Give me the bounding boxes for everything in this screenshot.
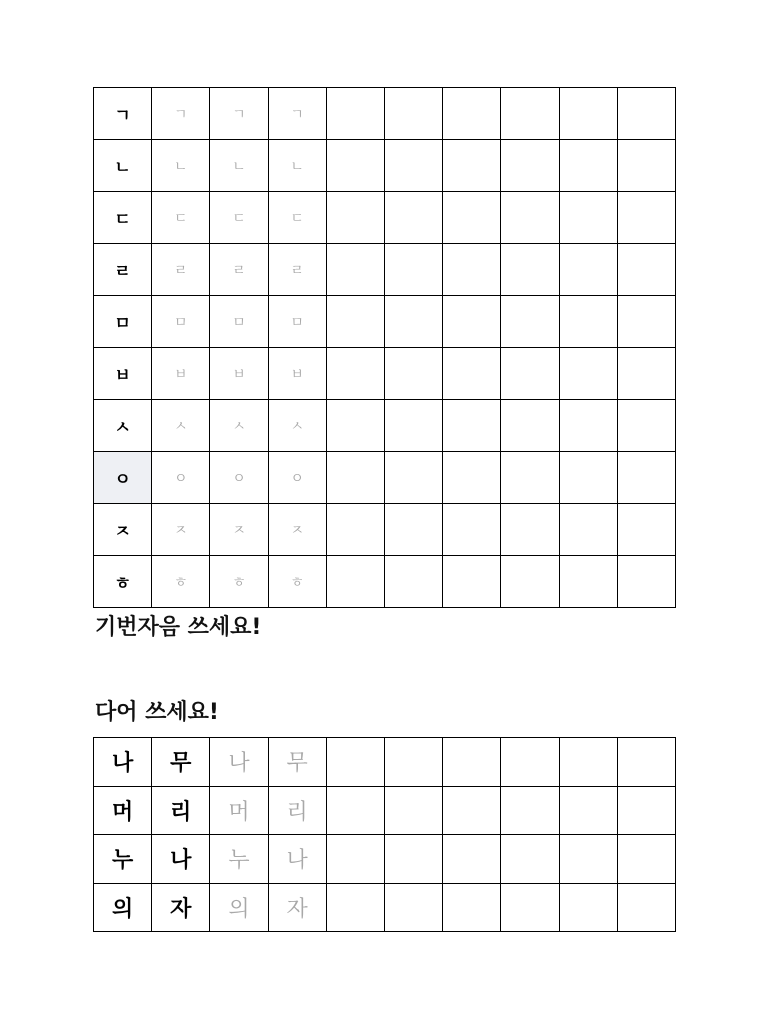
trace-syllable: 나 xyxy=(268,835,326,884)
trace-consonant: ㄷ xyxy=(210,192,268,244)
blank-writing-cell xyxy=(384,504,442,556)
model-consonant: ㅈ xyxy=(94,504,152,556)
blank-writing-cell xyxy=(384,883,442,932)
consonant-practice-grid xyxy=(93,87,676,608)
blank-writing-cell xyxy=(443,835,501,884)
blank-writing-cell xyxy=(559,192,617,244)
trace-consonant: ㅎ xyxy=(210,556,268,608)
blank-writing-cell xyxy=(501,400,559,452)
blank-writing-cell xyxy=(384,835,442,884)
trace-syllable: 누 xyxy=(210,835,268,884)
trace-consonant: ㄱ xyxy=(210,88,268,140)
blank-writing-cell xyxy=(501,835,559,884)
model-syllable: 리 xyxy=(152,786,210,835)
trace-consonant: ㅅ xyxy=(152,400,210,452)
blank-writing-cell xyxy=(443,140,501,192)
blank-writing-cell xyxy=(326,786,384,835)
blank-writing-cell xyxy=(501,452,559,504)
blank-writing-cell xyxy=(384,738,442,787)
blank-writing-cell xyxy=(559,140,617,192)
blank-writing-cell xyxy=(559,452,617,504)
blank-writing-cell xyxy=(559,738,617,787)
blank-writing-cell xyxy=(501,140,559,192)
trace-consonant: ㄹ xyxy=(210,244,268,296)
trace-consonant: ㅁ xyxy=(152,296,210,348)
blank-writing-cell xyxy=(443,504,501,556)
model-syllable: 자 xyxy=(152,883,210,932)
blank-writing-cell xyxy=(559,88,617,140)
blank-writing-cell xyxy=(384,786,442,835)
trace-consonant: ㅂ xyxy=(210,348,268,400)
blank-writing-cell xyxy=(443,883,501,932)
word-instruction: 다어 쓰세요! xyxy=(95,700,219,725)
blank-writing-cell xyxy=(443,556,501,608)
blank-writing-cell xyxy=(326,556,384,608)
blank-writing-cell xyxy=(617,400,675,452)
trace-syllable: 의 xyxy=(210,883,268,932)
trace-consonant: ㅅ xyxy=(210,400,268,452)
blank-writing-cell xyxy=(384,192,442,244)
blank-writing-cell xyxy=(617,556,675,608)
consonant-row xyxy=(94,88,676,140)
trace-syllable: 리 xyxy=(268,786,326,835)
model-consonant: ㄷ xyxy=(94,192,152,244)
blank-writing-cell xyxy=(617,786,675,835)
consonant-row xyxy=(94,140,676,192)
blank-writing-cell xyxy=(617,835,675,884)
blank-writing-cell xyxy=(326,140,384,192)
blank-writing-cell xyxy=(559,883,617,932)
model-consonant: ㅎ xyxy=(94,556,152,608)
model-consonant: ㅁ xyxy=(94,296,152,348)
blank-writing-cell xyxy=(617,738,675,787)
blank-writing-cell xyxy=(443,738,501,787)
trace-consonant: ㄷ xyxy=(268,192,326,244)
blank-writing-cell xyxy=(559,244,617,296)
trace-consonant: ㅈ xyxy=(210,504,268,556)
trace-consonant: ㄱ xyxy=(152,88,210,140)
blank-writing-cell xyxy=(326,400,384,452)
blank-writing-cell xyxy=(384,400,442,452)
trace-consonant: ㅅ xyxy=(268,400,326,452)
word-practice-grid xyxy=(93,737,676,932)
model-syllable: 머 xyxy=(94,786,152,835)
consonant-row xyxy=(94,348,676,400)
blank-writing-cell xyxy=(559,400,617,452)
model-consonant: ㅅ xyxy=(94,400,152,452)
blank-writing-cell xyxy=(384,88,442,140)
blank-writing-cell xyxy=(559,504,617,556)
blank-writing-cell xyxy=(559,835,617,884)
blank-writing-cell xyxy=(617,348,675,400)
blank-writing-cell xyxy=(501,556,559,608)
model-syllable: 나 xyxy=(152,835,210,884)
blank-writing-cell xyxy=(501,883,559,932)
blank-writing-cell xyxy=(443,244,501,296)
model-syllable: 나 xyxy=(94,738,152,787)
blank-writing-cell xyxy=(559,556,617,608)
trace-consonant: ㅎ xyxy=(268,556,326,608)
blank-writing-cell xyxy=(326,504,384,556)
blank-writing-cell xyxy=(384,348,442,400)
blank-writing-cell xyxy=(501,786,559,835)
model-consonant: ㄴ xyxy=(94,140,152,192)
blank-writing-cell xyxy=(559,786,617,835)
blank-writing-cell xyxy=(443,786,501,835)
blank-writing-cell xyxy=(501,348,559,400)
trace-consonant: ㅁ xyxy=(210,296,268,348)
blank-writing-cell xyxy=(617,296,675,348)
blank-writing-cell xyxy=(384,244,442,296)
trace-consonant: ㅇ xyxy=(152,452,210,504)
trace-syllable: 자 xyxy=(268,883,326,932)
trace-consonant: ㅎ xyxy=(152,556,210,608)
consonant-instruction: 기번자음 쓰세요! xyxy=(95,615,262,640)
trace-consonant: ㄴ xyxy=(268,140,326,192)
word-row xyxy=(94,835,676,884)
model-syllable: 무 xyxy=(152,738,210,787)
trace-consonant: ㄷ xyxy=(152,192,210,244)
trace-consonant: ㄴ xyxy=(152,140,210,192)
blank-writing-cell xyxy=(326,192,384,244)
model-consonant: ㄱ xyxy=(94,88,152,140)
blank-writing-cell xyxy=(443,192,501,244)
blank-writing-cell xyxy=(501,504,559,556)
blank-writing-cell xyxy=(326,738,384,787)
blank-writing-cell xyxy=(443,348,501,400)
trace-syllable: 머 xyxy=(210,786,268,835)
blank-writing-cell xyxy=(501,296,559,348)
blank-writing-cell xyxy=(617,883,675,932)
blank-writing-cell xyxy=(326,883,384,932)
blank-writing-cell xyxy=(617,88,675,140)
blank-writing-cell xyxy=(501,738,559,787)
trace-consonant: ㄹ xyxy=(152,244,210,296)
blank-writing-cell xyxy=(617,504,675,556)
blank-writing-cell xyxy=(559,348,617,400)
blank-writing-cell xyxy=(501,88,559,140)
trace-consonant: ㅂ xyxy=(268,348,326,400)
trace-consonant: ㄹ xyxy=(268,244,326,296)
blank-writing-cell xyxy=(384,140,442,192)
blank-writing-cell xyxy=(501,244,559,296)
trace-syllable: 나 xyxy=(210,738,268,787)
trace-consonant: ㅇ xyxy=(210,452,268,504)
model-consonant: ㅇ xyxy=(94,452,152,504)
blank-writing-cell xyxy=(443,452,501,504)
trace-consonant: ㅂ xyxy=(152,348,210,400)
word-row xyxy=(94,883,676,932)
consonant-row xyxy=(94,452,676,504)
blank-writing-cell xyxy=(501,192,559,244)
consonant-row xyxy=(94,556,676,608)
consonant-row xyxy=(94,296,676,348)
trace-syllable: 무 xyxy=(268,738,326,787)
consonant-row xyxy=(94,504,676,556)
blank-writing-cell xyxy=(326,244,384,296)
model-consonant: ㄹ xyxy=(94,244,152,296)
blank-writing-cell xyxy=(326,452,384,504)
trace-consonant: ㄴ xyxy=(210,140,268,192)
model-consonant: ㅂ xyxy=(94,348,152,400)
blank-writing-cell xyxy=(326,88,384,140)
consonant-row xyxy=(94,244,676,296)
consonant-row xyxy=(94,192,676,244)
model-syllable: 누 xyxy=(94,835,152,884)
trace-consonant: ㅇ xyxy=(268,452,326,504)
blank-writing-cell xyxy=(617,452,675,504)
trace-consonant: ㅁ xyxy=(268,296,326,348)
blank-writing-cell xyxy=(617,140,675,192)
blank-writing-cell xyxy=(384,556,442,608)
blank-writing-cell xyxy=(384,452,442,504)
blank-writing-cell xyxy=(326,835,384,884)
word-row xyxy=(94,786,676,835)
model-syllable: 의 xyxy=(94,883,152,932)
blank-writing-cell xyxy=(443,296,501,348)
trace-consonant: ㄱ xyxy=(268,88,326,140)
trace-consonant: ㅈ xyxy=(268,504,326,556)
blank-writing-cell xyxy=(443,88,501,140)
blank-writing-cell xyxy=(384,296,442,348)
word-row xyxy=(94,738,676,787)
blank-writing-cell xyxy=(443,400,501,452)
blank-writing-cell xyxy=(559,296,617,348)
blank-writing-cell xyxy=(617,192,675,244)
consonant-row xyxy=(94,400,676,452)
blank-writing-cell xyxy=(326,296,384,348)
blank-writing-cell xyxy=(326,348,384,400)
trace-consonant: ㅈ xyxy=(152,504,210,556)
blank-writing-cell xyxy=(617,244,675,296)
